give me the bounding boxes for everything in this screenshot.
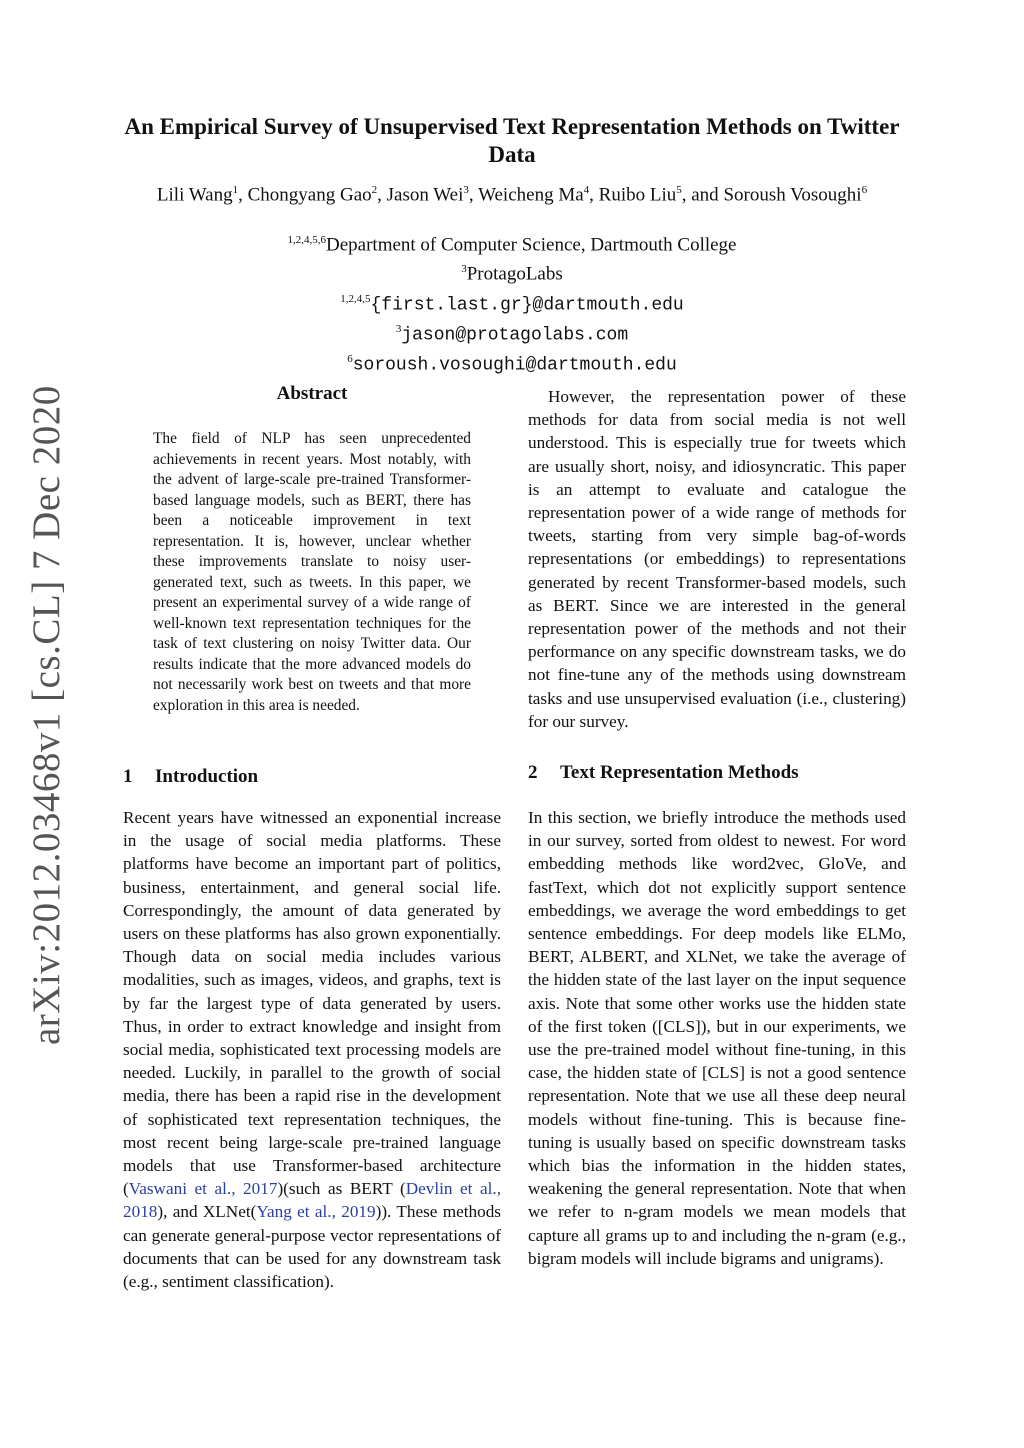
intro-text: Recent years have witnessed an exponential increase in the usage of social media platforms. These platforms have become an important part of politics, business, entertainment, and general social life. Correspondingly, the amount of data generated by users on these platforms has also grown exponentially. Though data on social media includes various modalities, such as images, videos, and graphs, text is by far the largest type of data generated by users. Thus, in order to extract knowledge and insight from social media, sophisticated text processing models are needed. Luckily, in parallel to the growth of social media, there has been a rapid rise in the development of sophisticated text representation techniques, the most recent being large-scale pre-trained language models that use Transformer-based architecture ( (123, 808, 501, 1199)
email-line (100, 287, 924, 317)
section-number: 1 (123, 766, 133, 787)
author-affil-mark: 6 (861, 184, 868, 196)
section-heading-introduction (123, 766, 258, 788)
author-name: Ruibo Liu (598, 184, 677, 206)
affiliation-department (100, 228, 924, 257)
author-list (60, 184, 964, 206)
author-affil-mark: 3 (463, 184, 469, 196)
affil-mark: 1,2,4,5 (340, 292, 371, 305)
author-separator: , (468, 184, 479, 206)
affil-mark: 6 (347, 353, 353, 366)
section-title: Introduction (155, 766, 259, 787)
author-separator: , (589, 184, 599, 206)
author-separator: , (377, 184, 387, 206)
intro-text: ), and XLNet( (157, 1202, 257, 1222)
author-affil-mark: 5 (676, 184, 682, 196)
author-name: Jason Wei (386, 184, 464, 206)
intro-text: )(such as BERT ( (277, 1179, 406, 1199)
section-heading-text-representation (528, 762, 799, 784)
affiliation-lab (100, 257, 924, 286)
paper-title: An Empirical Survey of Unsupervised Text Representation Methods on Twitter Data (124, 114, 900, 167)
affil-mark: 1,2,4,5,6 (287, 234, 326, 246)
author-name: Lili Wang (156, 184, 233, 206)
introduction-paragraph (123, 806, 501, 1293)
right-column-paragraph: However, the representation power of these methods for data from social media is not well understood. This is especially true for tweets which are usually short, noisy, and idiosyncratic. This paper is an attempt to evaluate and catalogue the representation power of a wide range of methods for tweets, starting from very simple bag-of-words representations (or embeddings) to representations generated by recent Transformer-based models, such as BERT. Since we are interested in the general representation power of the methods and not their performance on any specific downstream tasks, we do not fine-tune any of the methods using downstream tasks and use unsupervised evaluation (i.e., clustering) for our survey. (528, 387, 906, 731)
author-affil-mark: 1 (232, 184, 239, 196)
arxiv-identifier: arXiv:2012.03468v1 [cs.CL] 7 Dec 2020 (25, 385, 68, 1045)
author-separator: , and (681, 184, 724, 206)
email-address: {first.last.gr}@dartmouth.edu (370, 294, 684, 315)
affil-text: Department of Computer Science, Dartmouth College (326, 234, 737, 256)
section-title: Text Representation Methods (560, 762, 799, 783)
email-line (100, 347, 924, 377)
email-line (100, 317, 924, 347)
abstract-text: The field of NLP has seen unprecedented achievements in recent years. Most notably, with the advent of large-scale pre-trained Transformer-based language models, such as BERT, there has been a noticeable improvement in text representation. It is, however, unclear whether these improvements translate to noisy user-generated text, such as tweets. In this paper, we present an experimental survey of a wide range of well-known text representation techniques for the task of text clustering on noisy Twitter data. Our results indicate that the more advanced models do not necessarily work best on tweets and that more exploration in this area is needed. (153, 430, 471, 714)
citation-link[interactable]: Vaswani et al., 2017 (128, 1179, 278, 1199)
abstract-heading: Abstract (276, 383, 348, 404)
affil-text: ProtagoLabs (466, 263, 563, 285)
author-name: Chongyang Gao (247, 184, 372, 206)
author-name: Soroush Vosoughi (723, 184, 862, 206)
author-separator: , (238, 184, 248, 206)
email-address: jason@protagolabs.com (401, 325, 629, 346)
author-name: Weicheng Ma (478, 184, 584, 206)
affil-mark: 3 (461, 263, 467, 276)
affil-mark: 3 (395, 322, 402, 335)
intro-text: )). These methods can generate general-purpose vector representations of documents that can be used for any downstream task (e.g., sentiment classification). (123, 1202, 501, 1292)
email-address: soroush.vosoughi@dartmouth.edu (352, 355, 677, 376)
citation-link[interactable]: Devlin et al., 2018 (123, 1179, 502, 1222)
author-affil-mark: 4 (583, 184, 590, 196)
author-affil-mark: 2 (371, 184, 378, 196)
section2-paragraph: In this section, we briefly introduce the methods used in our survey, sorted from oldest to newest. For word embedding methods like word2vec, GloVe, and fastText, which dot not explicitly support sentence embeddings, we average the word embeddings to get sentence embeddings. For deep models like ELMo, BERT, ALBERT, and XLNet, we take the average of the hidden state of the last layer on the input sequence axis. Note that some other works use the hidden state of the first token ([CLS]), but in our experiments, we use the pre-trained model without fine-tuning, in this case, the hidden state of [CLS] is not a good sentence representation. Note that we use all these deep neural models without fine-tuning. This is because fine-tuning is usually based on specific downstream tasks which bias the information in the hidden states, weakening the general representation. Note that when we refer to n-gram models we mean models that capture all grams up to and including the n-gram (e.g., bigram models will include bigrams and unigrams). (528, 808, 906, 1268)
affiliations (100, 228, 924, 378)
section-number: 2 (528, 762, 538, 783)
citation-link[interactable]: Yang et al., 2019 (256, 1202, 376, 1222)
